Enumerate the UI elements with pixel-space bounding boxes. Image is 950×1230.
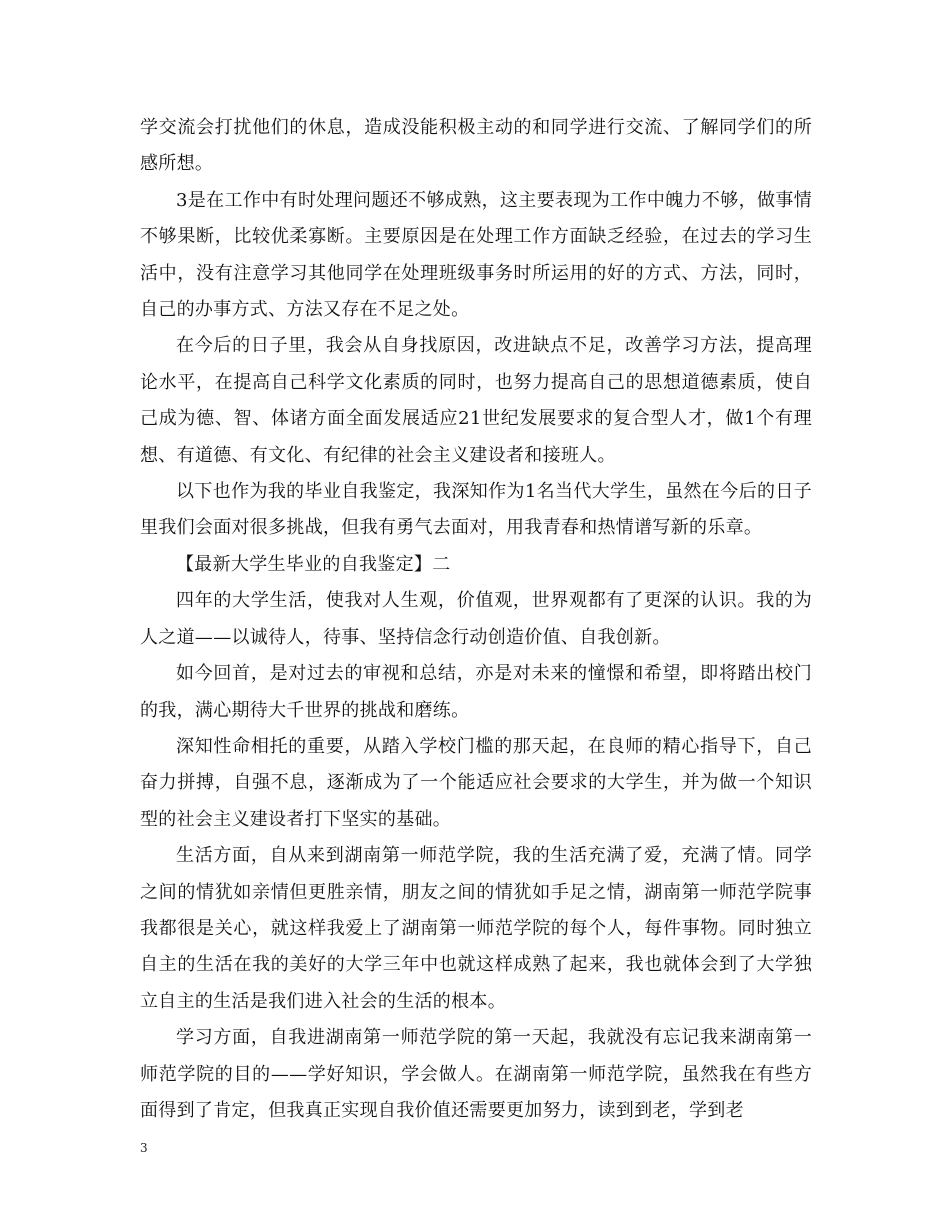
paragraph-5: 四年的大学生活，使我对人生观，价值观，世界观都有了更深的认识。我的为人之道——以诚待人，待事、坚持信念行动创造价值、自我创新。 (140, 590, 812, 648)
paragraph-7: 深知性命相托的重要，从踏入学校门槛的那天起，在良师的精心指导下，自己奋力拼搏，自强不息，逐渐成为了一个能适应社会要求的大学生，并为做一个知识型的社会主义建设者打下坚实的基础。 (140, 735, 812, 830)
paragraph-8: 生活方面，自从来到湖南第一师范学院，我的生活充满了爱，充满了情。同学之间的情犹如亲情但更胜亲情，朋友之间的情犹如手足之情，湖南第一师范学院事我都很是关心，就这样我爱上了湖南第一师范学院的每个人，每件事物。同时独立自主的生活在我的美好的大学三年中也就这样成熟了起来，我也就体会到了大学独立自主的生活是我们进入社会的生活的根本。 (140, 845, 812, 1012)
paragraph-3: 在今后的日子里，我会从自身找原因，改进缺点不足，改善学习方法，提高理论水平，在提高自己科学文化素质的同时，也努力提高自己的思想道德素质，使自己成为德、智、体诸方面全面发展适应21世纪发展要求的复合型人才，做1个有理想、有道德、有文化、有纪律的社会主义建设者和接班人。 (140, 335, 812, 466)
document-body (140, 110, 812, 1129)
paragraph-4: 以下也作为我的毕业自我鉴定，我深知作为1名当代大学生，虽然在今后的日子里我们会面对很多挑战，但我有勇气去面对，用我青春和热情谱写新的乐章。 (140, 481, 812, 539)
section-heading: 【最新大学生毕业的自我鉴定】二 (176, 553, 451, 575)
paragraph-1: 学交流会打扰他们的休息，造成没能积极主动的和同学进行交流、了解同学们的所感所想。 (140, 117, 812, 175)
paragraph-9: 学习方面，自我进湖南第一师范学院的第一天起，我就没有忘记我来湖南第一师范学院的目的——学好知识，学会做人。在湖南第一师范学院，虽然我在有些方面得到了肯定，但我真正实现自我价值还需要更加努力，读到到老，学到老 (140, 1027, 812, 1121)
page-number: 3 (140, 1141, 148, 1155)
paragraph-2: 3是在工作中有时处理问题还不够成熟，这主要表现为工作中魄力不够，做事情不够果断，比较优柔寡断。主要原因是在处理工作方面缺乏经验，在过去的学习生活中，没有注意学习其他同学在处理班级事务时所运用的好的方式、方法，同时，自己的办事方式、方法又存在不足之处。 (140, 189, 812, 321)
paragraph-6: 如今回首，是对过去的审视和总结，亦是对未来的憧憬和希望，即将踏出校门的我，满心期待大千世界的挑战和磨练。 (140, 663, 812, 721)
